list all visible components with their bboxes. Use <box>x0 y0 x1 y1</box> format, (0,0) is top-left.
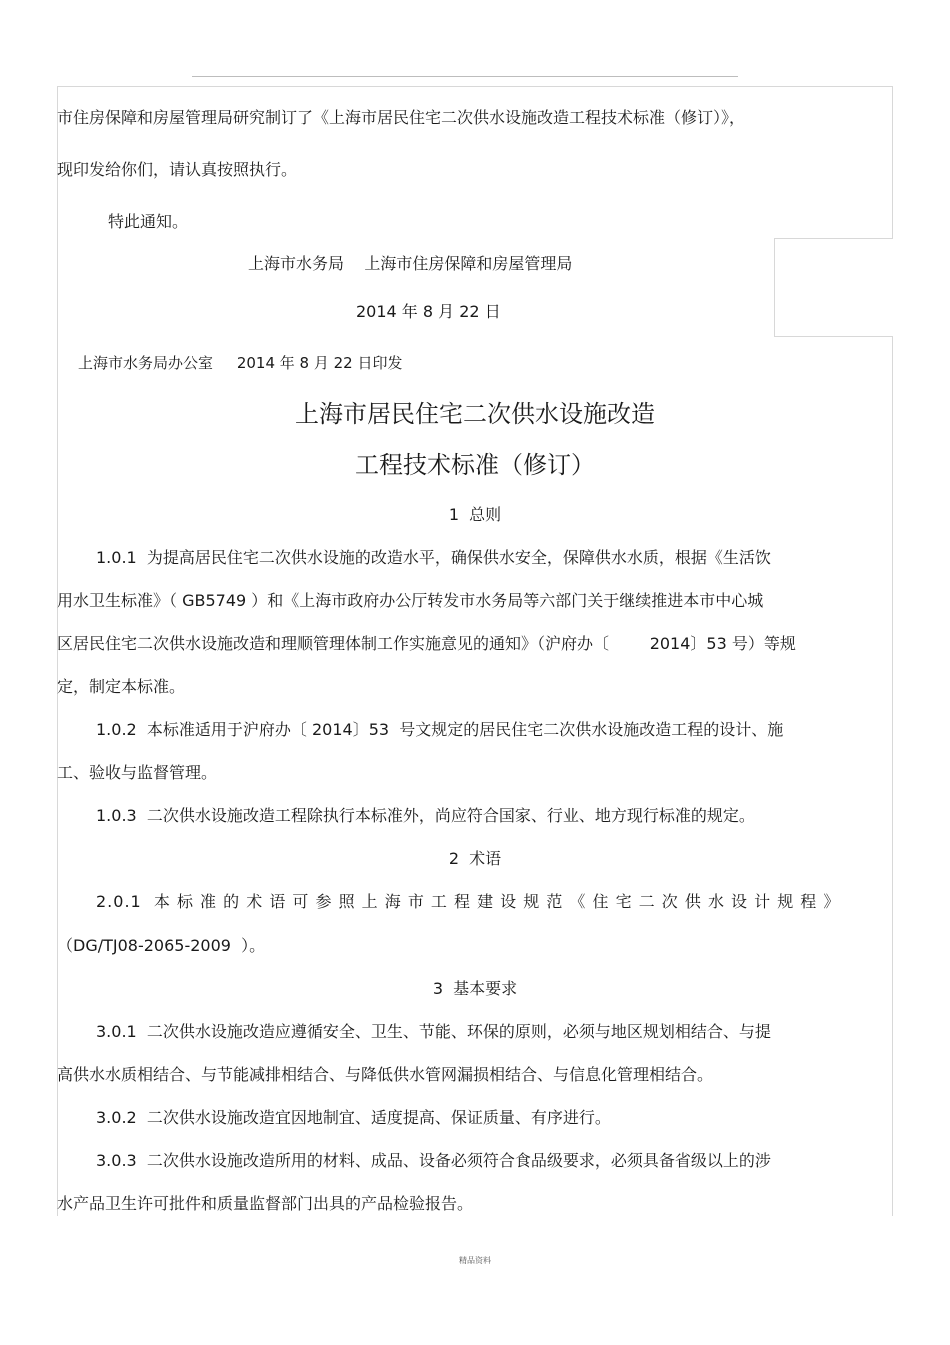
frame-line <box>774 336 893 337</box>
header-rule <box>192 76 738 77</box>
clause-2-0-1: 2.0.1 本 标 准 的 术 语 可 参 照 上 海 市 工 程 建 设 规 范 《 住 宅 二 次 供 水 设 计 规 程 》 <box>96 892 841 911</box>
clause-3-0-1-cont: 高供水水质相结合、与节能减排相结合、与降低供水管网漏损相结合、与信息化管理相结合。 <box>57 1065 714 1084</box>
clause-1-0-2-cont: 工、验收与监督管理。 <box>57 763 218 782</box>
clause-3-0-1: 3.0.1 二次供水设施改造应遵循安全、卫生、节能、环保的原则，必须与地区规划相结合、与提 <box>96 1022 771 1041</box>
clause-3-0-3-cont: 水产品卫生许可批件和质量监督部门出具的产品检验报告。 <box>57 1194 474 1213</box>
clause-1-0-1-cont: 定，制定本标准。 <box>57 677 186 696</box>
frame-line <box>774 238 775 336</box>
intro-line-1: 市住房保障和房屋管理局研究制订了《上海市居民住宅二次供水设施改造工程技术标准（修订）》， <box>57 108 746 127</box>
chapter-2-heading: 2 术语 <box>448 849 502 868</box>
clause-1-0-3: 1.0.3 二次供水设施改造工程除执行本标准外，尚应符合国家、行业、地方现行标准的规定。 <box>96 806 755 825</box>
clause-1-0-1-cont: 区居民住宅二次供水设施改造和理顺管理体制工作实施意见的通知》（沪府办〔 2014〕53 号）等规 <box>57 634 796 653</box>
clause-1-0-1: 1.0.1 为提高居民住宅二次供水设施的改造水平，确保供水安全，保障供水水质，根据《生活饮 <box>96 548 771 567</box>
issuing-agencies: 上海市水务局 上海市住房保障和房屋管理局 <box>248 254 573 273</box>
intro-line-2: 现印发给你们，请认真按照执行。 <box>57 160 298 179</box>
chapter-3-heading: 3 基本要求 <box>432 979 518 998</box>
issue-date: 2014 年 8 月 22 日 <box>356 302 501 321</box>
frame-line <box>57 86 893 87</box>
printed-by: 上海市水务局办公室 2014 年 8 月 22 日印发 <box>78 354 403 372</box>
page-footer: 精品资料 <box>459 1256 491 1265</box>
frame-line <box>892 86 893 238</box>
chapter-1-heading: 1 总则 <box>448 505 502 524</box>
clause-3-0-3: 3.0.3 二次供水设施改造所用的材料、成品、设备必须符合食品级要求，必须具备省级以上的涉 <box>96 1151 771 1170</box>
clause-2-0-1-cont: （DG/TJ08-2065-2009 ）。 <box>57 936 266 955</box>
clause-3-0-2: 3.0.2 二次供水设施改造宜因地制宜、适度提高、保证质量、有序进行。 <box>96 1108 611 1127</box>
document-title-line-1: 上海市居民住宅二次供水设施改造 <box>295 400 655 428</box>
clause-1-0-2: 1.0.2 本标准适用于沪府办〔 2014〕53 号文规定的居民住宅二次供水设施改造工程的设计、施 <box>96 720 784 739</box>
notice-text: 特此通知。 <box>108 212 189 231</box>
clause-1-0-1-cont: 用水卫生标准》（ GB5749 ）和《上海市政府办公厅转发市水务局等六部门关于继续推进本市中心城 <box>57 591 764 610</box>
document-title-line-2: 工程技术标准（修订） <box>355 451 595 479</box>
frame-line <box>774 238 893 239</box>
